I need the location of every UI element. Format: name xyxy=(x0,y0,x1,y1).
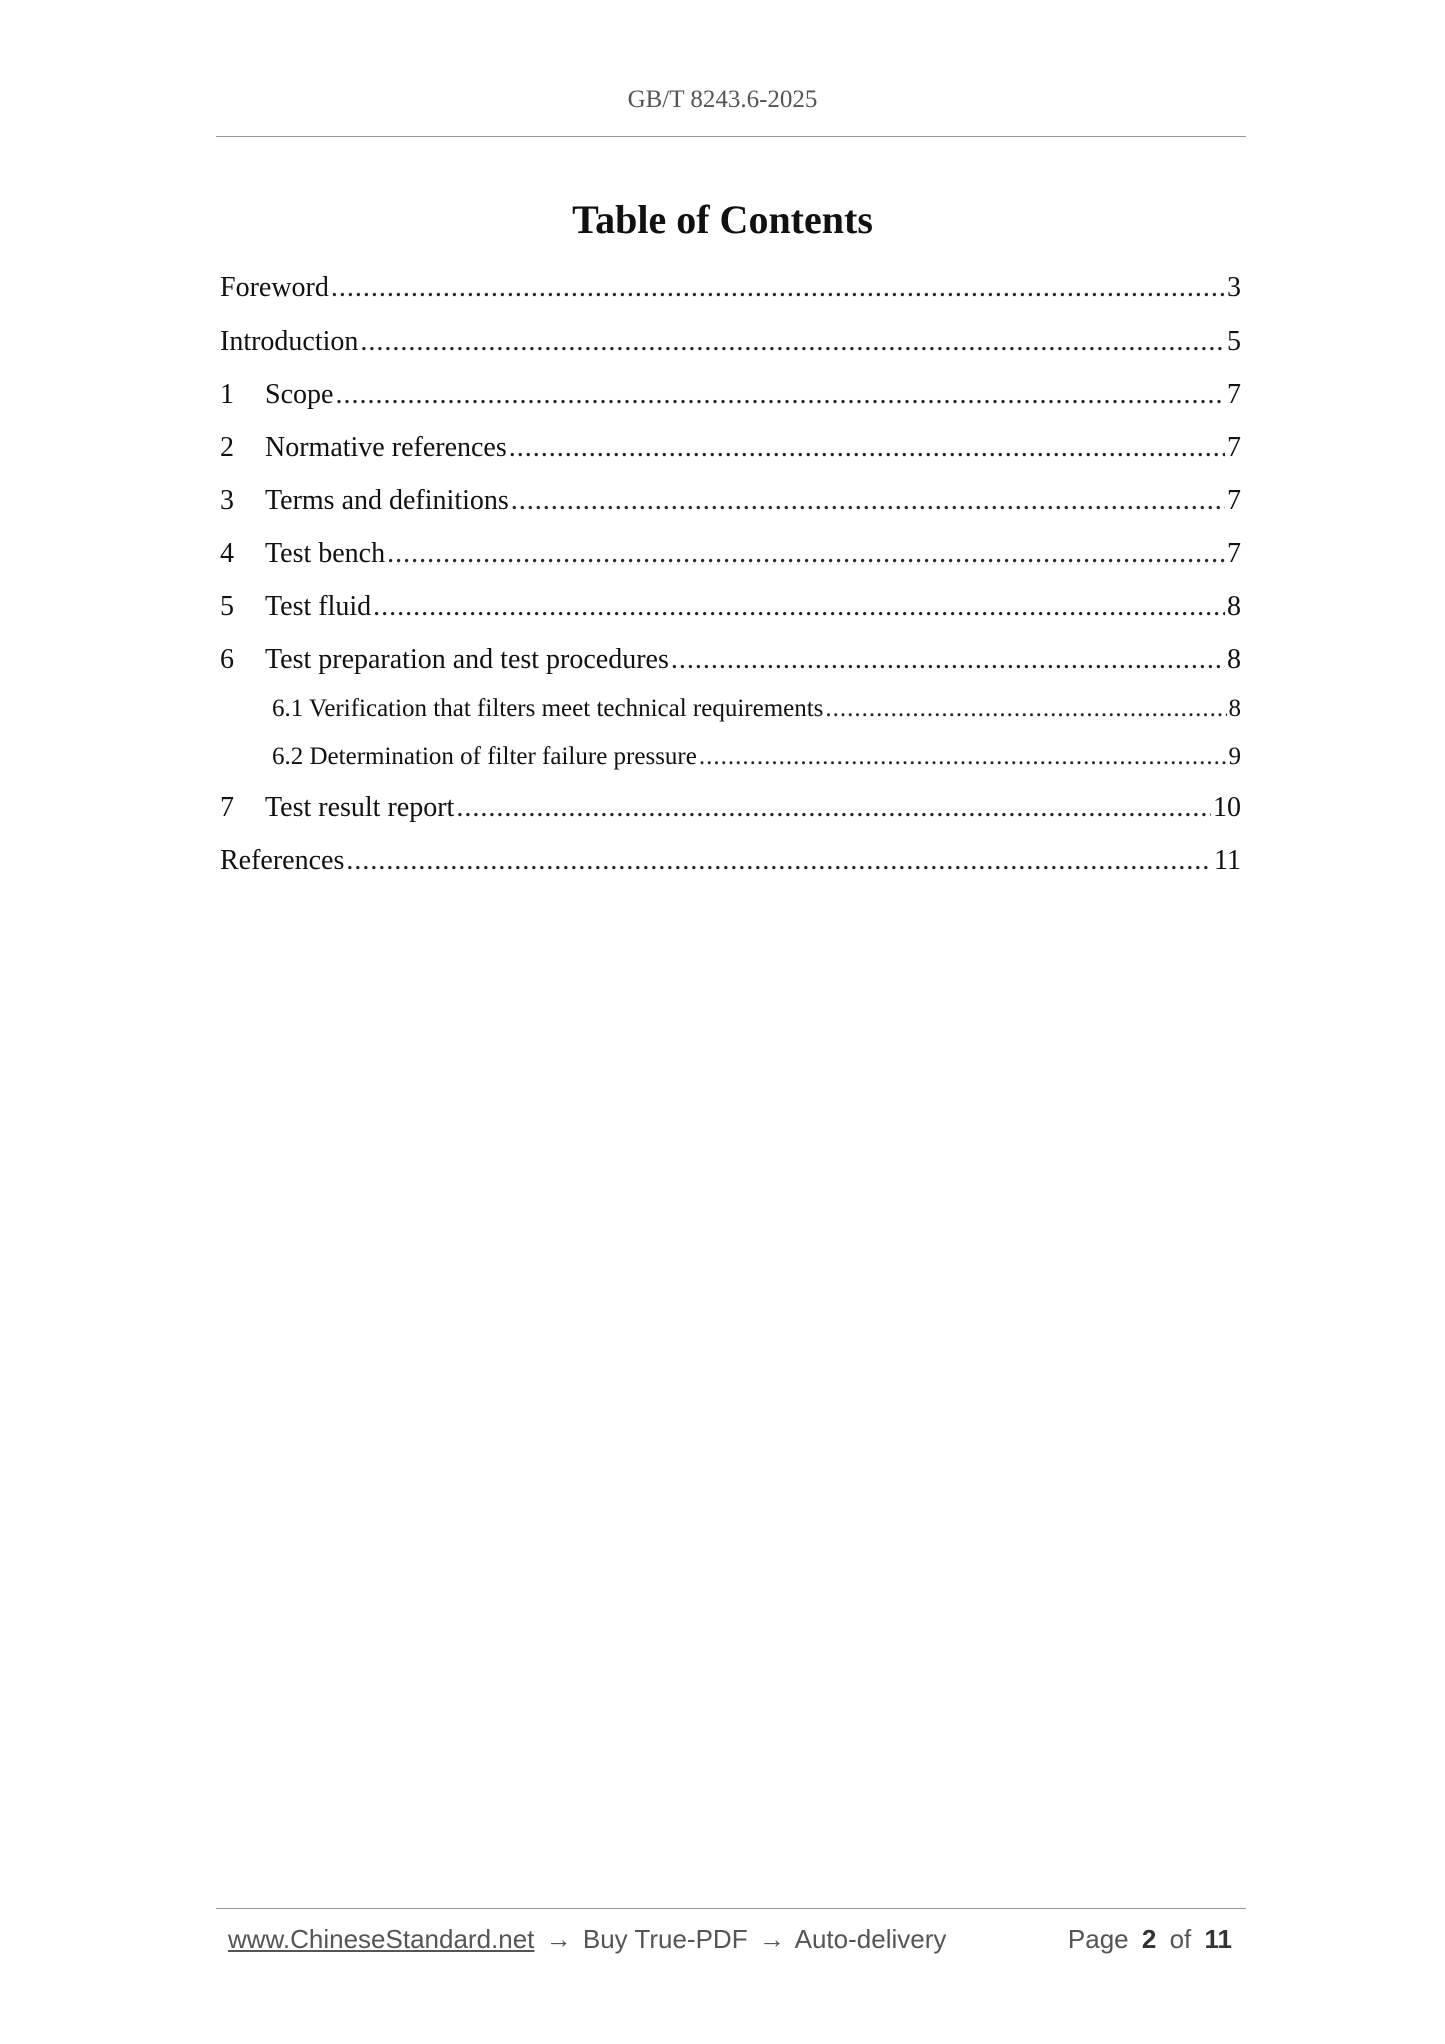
arrow-right-icon: → xyxy=(758,1924,785,1954)
toc-entry-title: Test preparation and test procedures xyxy=(265,644,669,675)
toc-entry-title: Test result report xyxy=(265,792,455,823)
toc-subentry-verification[interactable] xyxy=(220,691,1241,727)
toc-entry-terms-and-definitions[interactable] xyxy=(220,483,1241,519)
dot-leader xyxy=(671,642,1225,678)
page-label: Page xyxy=(1067,1924,1129,1954)
toc-entry-page: 8 xyxy=(1227,591,1241,622)
toc-subentry-failure-pressure[interactable] xyxy=(220,739,1241,775)
toc-entry-page: 8 xyxy=(1227,644,1241,675)
toc-entry-title: References xyxy=(220,845,345,876)
toc-entry-introduction[interactable] xyxy=(220,324,1241,360)
toc-entry-page: 7 xyxy=(1227,432,1241,463)
toc-entry-title: Test bench xyxy=(265,538,386,569)
toc-entry-number: 4 xyxy=(220,538,234,569)
toc-entry-title: 6.2 Determination of filter failure pressure xyxy=(272,743,697,770)
dot-leader xyxy=(387,536,1225,572)
header-rule xyxy=(216,136,1246,137)
toc-entry-page: 10 xyxy=(1213,792,1241,823)
total-pages-number: 11 xyxy=(1204,1924,1232,1954)
toc-entry-number: 7 xyxy=(220,792,234,823)
toc-entry-foreword[interactable] xyxy=(220,270,1241,306)
toc-title: Table of Contents xyxy=(572,197,873,242)
toc-entry-scope[interactable] xyxy=(220,377,1241,413)
toc-entry-title: Scope xyxy=(265,379,334,410)
toc-entry-page: 7 xyxy=(1227,379,1241,410)
toc-entry-page: 11 xyxy=(1214,845,1241,876)
dot-leader xyxy=(511,483,1225,519)
dot-leader xyxy=(331,270,1225,306)
toc-entry-page: 7 xyxy=(1227,538,1241,569)
toc-entry-title: Terms and definitions xyxy=(265,485,509,516)
toc-entry-title: Introduction xyxy=(220,326,359,357)
toc-entry-number: 6 xyxy=(220,644,234,675)
toc-entry-title: 6.1 Verification that filters meet technical requirements xyxy=(272,695,824,722)
dot-leader xyxy=(335,377,1225,413)
dot-leader xyxy=(509,430,1225,466)
toc-entry-page: 7 xyxy=(1227,485,1241,516)
dot-leader xyxy=(373,589,1225,625)
toc-entry-number: 3 xyxy=(220,485,234,516)
toc-entry-number: 2 xyxy=(220,432,234,463)
dot-leader xyxy=(360,324,1225,360)
site-link[interactable]: www.ChineseStandard.net xyxy=(228,1924,535,1954)
of-label: of xyxy=(1169,1924,1192,1954)
toc-entry-title: Normative references xyxy=(265,432,507,463)
toc-entry-title: Foreword xyxy=(220,272,329,303)
auto-delivery-text: Auto-delivery xyxy=(794,1924,947,1954)
toc-entry-page: 5 xyxy=(1227,326,1241,357)
dot-leader xyxy=(456,790,1211,826)
toc-entry-title: Test fluid xyxy=(265,591,372,622)
current-page-number: 2 xyxy=(1141,1924,1157,1954)
toc-entry-number: 5 xyxy=(220,591,234,622)
toc-entry-normative-references[interactable] xyxy=(220,430,1241,466)
toc-entry-test-bench[interactable] xyxy=(220,536,1241,572)
toc-entry-test-result-report[interactable] xyxy=(220,790,1241,826)
toc-entry-number: 1 xyxy=(220,379,234,410)
toc-entry-page: 8 xyxy=(1228,695,1241,722)
page-footer xyxy=(228,1924,1238,1964)
toc-entry-test-preparation[interactable] xyxy=(220,642,1241,678)
toc-entry-test-fluid[interactable] xyxy=(220,589,1241,625)
page-indicator xyxy=(1068,1924,1238,1955)
dot-leader xyxy=(699,739,1227,775)
dot-leader xyxy=(346,843,1212,879)
toc-entry-page: 9 xyxy=(1228,743,1241,770)
running-header: GB/T 8243.6-2025 xyxy=(627,86,818,113)
arrow-right-icon: → xyxy=(545,1924,572,1954)
toc-entry-references[interactable] xyxy=(220,843,1241,879)
dot-leader xyxy=(825,691,1226,727)
footer-rule xyxy=(216,1908,1246,1909)
buy-true-pdf-text: Buy True-PDF xyxy=(582,1924,748,1954)
toc-entry-page: 3 xyxy=(1227,272,1241,303)
